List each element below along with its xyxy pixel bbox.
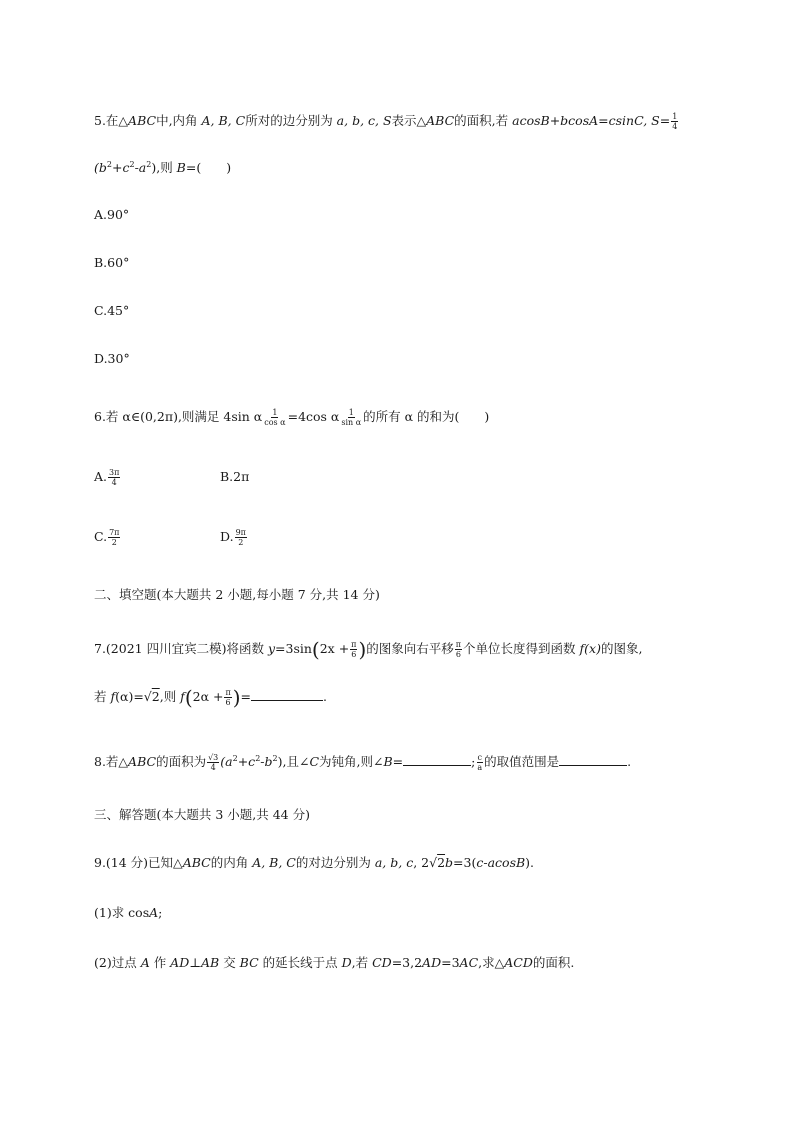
q9-text: 的对边分别为 xyxy=(295,855,375,870)
paren-open: ( xyxy=(311,637,320,662)
q9-text: ,求△ xyxy=(478,955,505,970)
fraction xyxy=(350,640,357,659)
q8-text: -b xyxy=(260,754,273,770)
q8-text: ),且∠ xyxy=(277,754,310,770)
q5-text: 5.在△ xyxy=(94,113,129,128)
q9-text: AD xyxy=(170,955,190,970)
fraction-numerator: π xyxy=(225,688,231,697)
angle-names: A, B, C xyxy=(201,113,246,128)
q6-text: 的所有 α 的和为( ) xyxy=(363,409,490,424)
q9-text: =3,2 xyxy=(391,955,423,970)
q8-text: = xyxy=(392,754,404,770)
q5-text: 所对的边分别为 xyxy=(245,113,337,128)
q5-text: ),则 xyxy=(151,160,177,176)
exponent: 2 xyxy=(232,754,238,763)
option-label: C. xyxy=(94,529,108,544)
fraction-numerator: 7π xyxy=(109,528,120,537)
q8-text: 的面积为 xyxy=(156,754,207,770)
q5-line1 xyxy=(94,112,679,131)
paren-open: ( xyxy=(184,685,193,710)
q8-stem xyxy=(94,750,631,772)
q9-text: ). xyxy=(525,855,535,870)
q8-text: 为钝角,则∠ xyxy=(319,754,384,770)
q7-text: . xyxy=(323,689,328,704)
fraction xyxy=(235,528,247,547)
q9-text: ,若 xyxy=(351,955,373,970)
answer-blank-angle-b[interactable] xyxy=(403,764,471,766)
q5-text: B xyxy=(176,160,186,176)
q9-text: (2)过点 xyxy=(94,955,141,970)
q7-line2 xyxy=(94,685,328,710)
fraction xyxy=(224,688,231,707)
q9-text: 交 xyxy=(219,955,240,970)
option-label: A. xyxy=(94,469,108,484)
q8-text: ; xyxy=(471,754,476,770)
fraction-numerator: π xyxy=(455,640,462,649)
q7-text: 7.(2021 四川宜宾二模)将函数 xyxy=(94,641,268,656)
q7-text: 个单位长度得到函数 xyxy=(463,641,580,656)
q6-text: =4cos α xyxy=(287,409,340,424)
q6-option-c xyxy=(94,528,121,547)
q9-text: =3( xyxy=(453,855,477,870)
q8-text: 8.若△ xyxy=(94,754,129,770)
q5-option-c: C.45° xyxy=(94,303,130,318)
q7-text: 的图象, xyxy=(600,641,643,656)
fraction-numerator: c xyxy=(477,753,482,763)
q9-text: AD xyxy=(422,955,442,970)
fraction-denominator: 2 xyxy=(111,538,117,547)
q9-part1 xyxy=(94,904,162,922)
q5-option-b: B.60° xyxy=(94,255,130,270)
q9-text: =3 xyxy=(441,955,460,970)
q5-text: +c xyxy=(111,160,130,176)
q5-text: =( ) xyxy=(185,160,232,176)
q7-text: (α)= xyxy=(115,689,144,704)
q9-text: 的面积. xyxy=(532,955,575,970)
q7-text: 若 xyxy=(94,689,111,704)
fraction-numerator: 3π xyxy=(109,468,120,477)
answer-blank-ratio-range[interactable] xyxy=(559,764,627,766)
q7-text: f xyxy=(110,689,116,704)
sqrt-sign: √ xyxy=(429,855,438,870)
sqrt-sign: √ xyxy=(143,689,152,704)
q7-text: 的图象向右平移 xyxy=(366,641,454,656)
q9-text: ; xyxy=(158,905,163,920)
fraction-denominator: a xyxy=(477,763,483,773)
exponent: 2 xyxy=(129,160,135,169)
section-heading-fill-in: 二、填空题(本大题共 2 小题,每小题 7 分,共 14 分) xyxy=(94,587,380,602)
exponent: 2 xyxy=(146,160,152,169)
triangle-name: ABC xyxy=(128,113,157,128)
fraction-numerator: √3 xyxy=(208,753,219,763)
q5-text: 表示△ xyxy=(391,113,427,128)
q7-line1 xyxy=(94,637,643,662)
q5-text: 中,内角 xyxy=(156,113,202,128)
side-names: a, b, c, S xyxy=(336,113,392,128)
paren-close: ) xyxy=(232,685,241,710)
fraction-denominator: 4 xyxy=(111,478,117,487)
q9-text: AB xyxy=(201,955,220,970)
fraction-denominator: 6 xyxy=(225,698,231,707)
q9-text: 作 xyxy=(149,955,171,970)
q9-text: , 2 xyxy=(413,855,430,870)
triangle-name: ABC xyxy=(426,113,455,128)
fraction-numerator: 9π xyxy=(235,528,246,537)
q9-text: ⊥ xyxy=(189,955,201,970)
q7-text: 2x + xyxy=(319,641,350,656)
fraction xyxy=(340,408,362,427)
option-label: D. xyxy=(220,529,234,544)
fraction-denominator: 2 xyxy=(238,538,244,547)
q5-line2 xyxy=(94,156,231,177)
fraction-numerator: π xyxy=(351,640,357,649)
fraction-numerator: 1 xyxy=(672,112,678,121)
fraction xyxy=(455,640,462,659)
q7-text: 2α + xyxy=(192,689,224,704)
section-heading-solutions: 三、解答题(本大题共 3 小题,共 44 分) xyxy=(94,807,310,822)
q8-text: (a xyxy=(220,754,233,770)
q9-text: A xyxy=(149,905,159,920)
q9-text: c-acosB xyxy=(476,855,526,870)
q6-option-b: B.2π xyxy=(220,469,250,484)
q9-stem xyxy=(94,854,534,872)
fraction-denominator: 6 xyxy=(351,650,357,659)
fraction xyxy=(207,753,219,772)
q8-text: . xyxy=(627,754,632,770)
q7-text: = xyxy=(240,689,252,704)
q7-text: =3sin xyxy=(275,641,312,656)
q8-text: C xyxy=(309,754,320,770)
q9-text: ACD xyxy=(504,955,533,970)
q7-text: f xyxy=(180,689,185,704)
q8-text: B xyxy=(383,754,393,770)
q5-text: 的面积,若 xyxy=(454,113,513,128)
fraction-denominator: 4 xyxy=(672,122,678,131)
q5-condition: acosB+bcosA=csinC, S= xyxy=(512,113,671,128)
q7-text: y xyxy=(267,641,276,656)
fraction-denominator: sin α xyxy=(341,418,362,427)
q5-option-d: D.30° xyxy=(94,351,130,366)
q9-text: b xyxy=(445,855,454,870)
angle-names: A, B, C xyxy=(252,855,296,870)
fraction xyxy=(108,528,120,547)
q5-text: -a xyxy=(134,160,147,176)
fraction xyxy=(476,753,483,772)
exponent: 2 xyxy=(106,160,112,169)
q6-stem xyxy=(94,408,489,427)
q9-text: (1)求 cos xyxy=(94,905,150,920)
sqrt-radicand: 2 xyxy=(437,855,446,870)
fraction-numerator: 1 xyxy=(272,408,278,417)
q9-text: AC xyxy=(459,955,479,970)
fraction xyxy=(671,112,678,131)
fraction-numerator: 1 xyxy=(348,408,354,417)
q8-text: 的取值范围是 xyxy=(484,754,560,770)
triangle-name: ABC xyxy=(128,754,157,770)
fraction-denominator: 6 xyxy=(455,650,461,659)
fraction-denominator: cos α xyxy=(264,418,286,427)
q9-text: D xyxy=(341,955,352,970)
q9-part2 xyxy=(94,954,574,972)
q9-text: BC xyxy=(239,955,259,970)
q9-text: 的内角 xyxy=(210,855,253,870)
q8-text: +c xyxy=(237,754,256,770)
q9-text: 9.(14 分)已知△ xyxy=(94,855,183,870)
fraction-denominator: 4 xyxy=(210,763,216,773)
q7-text: f(x) xyxy=(579,641,601,656)
q6-text: 6.若 α∈(0,2π),则满足 4sin α xyxy=(94,409,263,424)
paren-close: ) xyxy=(358,637,367,662)
q7-text: ,则 xyxy=(159,689,181,704)
sqrt-radicand: 2 xyxy=(151,689,160,704)
q5-option-a: A.90° xyxy=(94,207,130,222)
exponent: 2 xyxy=(272,754,278,763)
answer-blank[interactable] xyxy=(251,699,323,701)
q9-text: 的延长线于点 xyxy=(258,955,342,970)
side-names: a, b, c xyxy=(374,855,414,870)
fraction xyxy=(108,468,120,487)
q6-option-a xyxy=(94,468,121,487)
q9-text: A xyxy=(140,955,150,970)
fraction xyxy=(263,408,286,427)
q6-option-d xyxy=(220,528,248,547)
q9-text: CD xyxy=(372,955,392,970)
triangle-name: ABC xyxy=(182,855,211,870)
q5-text: (b xyxy=(94,160,107,176)
exponent: 2 xyxy=(255,754,261,763)
